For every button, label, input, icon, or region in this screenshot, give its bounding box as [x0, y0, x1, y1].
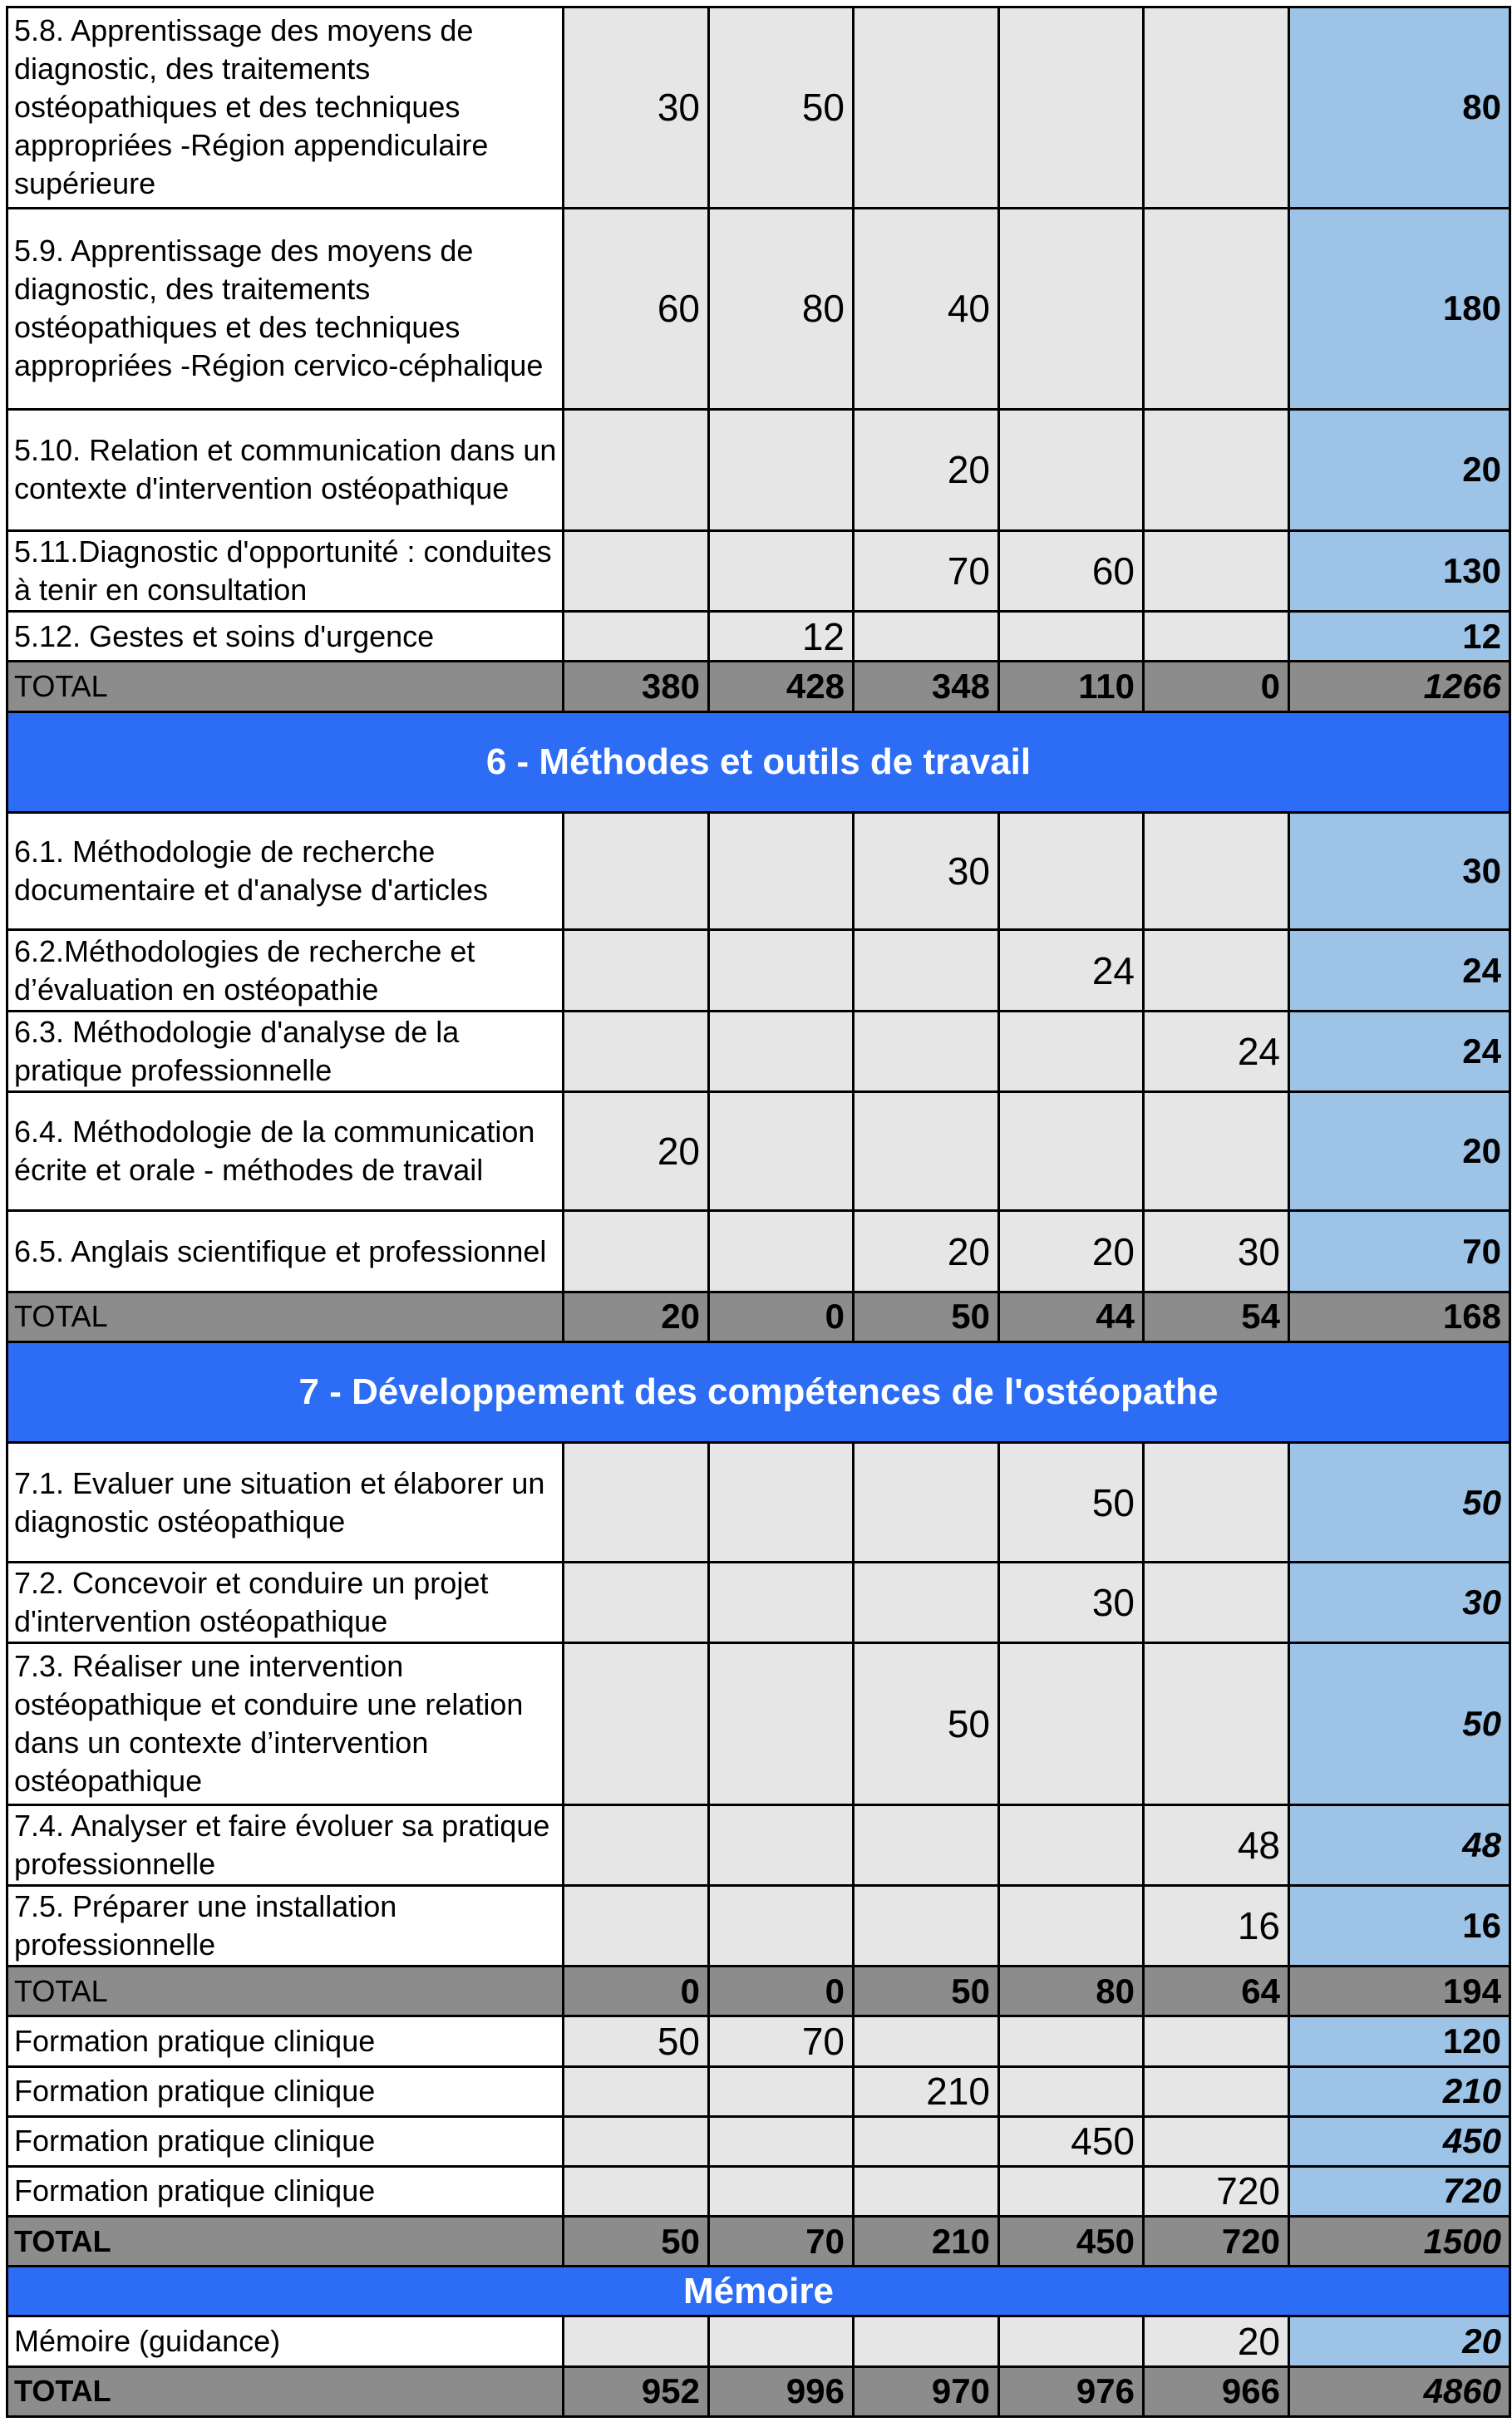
hours-cell: [854, 2116, 999, 2166]
row-label: 5.9. Apprentissage des moyens de diagnostic, des traitements ostéopathiques et des techniques appropriées -Région cervico-céphalique: [7, 208, 564, 409]
grand-row-total: 1500: [1289, 2217, 1510, 2267]
row-label: 5.12. Gestes et soins d'urgence: [7, 612, 564, 662]
row-total: 20: [1289, 2316, 1510, 2366]
total-cell: 50: [564, 2217, 709, 2267]
total-cell: 720: [1144, 2217, 1289, 2267]
row-total: 720: [1289, 2166, 1510, 2216]
row-label: 5.10. Relation et communication dans un contexte d'intervention ostéopathique: [7, 409, 564, 530]
hours-cell: [1144, 2116, 1289, 2166]
total-cell: 952: [564, 2366, 709, 2416]
total-cell: 996: [709, 2366, 854, 2416]
section-total-row: [7, 2217, 1510, 2267]
section-total-row: [7, 1292, 1510, 1341]
table-row: [7, 930, 1510, 1011]
row-label: 7.2. Concevoir et conduire un projet d'intervention ostéopathique: [7, 1562, 564, 1642]
hours-cell: [564, 812, 709, 929]
row-total: 24: [1289, 1011, 1510, 1091]
hours-cell: 60: [564, 208, 709, 409]
total-cell: 348: [854, 662, 999, 711]
hours-cell: [854, 7, 999, 209]
hours-cell: [1144, 1643, 1289, 1805]
hours-cell: 20: [854, 1211, 999, 1292]
row-label: 5.11.Diagnostic d'opportunité : conduites à tenir en consultation: [7, 530, 564, 611]
table-row: [7, 1562, 1510, 1642]
total-label: TOTAL: [7, 2366, 564, 2416]
table-row: [7, 2316, 1510, 2366]
row-label: 7.1. Evaluer une situation et élaborer un diagnostic ostéopathique: [7, 1443, 564, 1562]
hours-cell: [999, 1011, 1144, 1091]
table-row: [7, 2166, 1510, 2216]
total-cell: 210: [854, 2217, 999, 2267]
section-7-header: 7 - Développement des compétences de l'ostéopathe: [7, 1341, 1510, 1442]
table-row: [7, 1643, 1510, 1805]
hours-cell: [999, 7, 1144, 209]
hours-cell: 50: [854, 1643, 999, 1805]
row-label: Formation pratique clinique: [7, 2016, 564, 2066]
total-cell: 0: [1144, 662, 1289, 711]
hours-cell: 210: [854, 2066, 999, 2116]
hours-cell: [709, 1211, 854, 1292]
hours-cell: 16: [1144, 1885, 1289, 1966]
hours-cell: 20: [854, 409, 999, 530]
table-row: [7, 1211, 1510, 1292]
row-total: 180: [1289, 208, 1510, 409]
hours-cell: [564, 2166, 709, 2216]
hours-cell: 12: [709, 612, 854, 662]
grand-total-row: [7, 2366, 1510, 2416]
hours-cell: [1144, 409, 1289, 530]
table-row: [7, 7, 1510, 209]
hours-cell: 50: [709, 7, 854, 209]
curriculum-hours-table: [6, 6, 1511, 2418]
hours-cell: [709, 2116, 854, 2166]
hours-cell: 30: [999, 1562, 1144, 1642]
hours-cell: [999, 2066, 1144, 2116]
row-total: 70: [1289, 1211, 1510, 1292]
hours-cell: [709, 812, 854, 929]
row-total: 130: [1289, 530, 1510, 611]
hours-cell: [564, 1643, 709, 1805]
hours-cell: [709, 530, 854, 611]
row-total: 48: [1289, 1804, 1510, 1885]
section-header-row: [7, 711, 1510, 812]
row-label: Formation pratique clinique: [7, 2166, 564, 2216]
row-label: 6.2.Méthodologies de recherche et d’évaluation en ostéopathie: [7, 930, 564, 1011]
hours-cell: [854, 1885, 999, 1966]
hours-cell: [564, 1211, 709, 1292]
row-total: 210: [1289, 2066, 1510, 2116]
hours-cell: [709, 1885, 854, 1966]
total-label: TOTAL: [7, 1292, 564, 1341]
total-cell: 970: [854, 2366, 999, 2416]
hours-cell: [564, 409, 709, 530]
hours-cell: [709, 1092, 854, 1211]
table-row: [7, 1011, 1510, 1091]
hours-cell: [854, 2166, 999, 2216]
hours-cell: [1144, 1092, 1289, 1211]
total-cell: 44: [999, 1292, 1144, 1341]
grand-total-value: 4860: [1289, 2366, 1510, 2416]
hours-cell: [1144, 7, 1289, 209]
row-total: 24: [1289, 930, 1510, 1011]
row-total: 450: [1289, 2116, 1510, 2166]
hours-cell: [1144, 1562, 1289, 1642]
hours-cell: 20: [564, 1092, 709, 1211]
hours-cell: [564, 2316, 709, 2366]
hours-cell: [999, 1804, 1144, 1885]
table-row: [7, 612, 1510, 662]
hours-cell: [564, 530, 709, 611]
hours-cell: [999, 2016, 1144, 2066]
hours-cell: 24: [1144, 1011, 1289, 1091]
hours-cell: [564, 2066, 709, 2116]
hours-cell: [564, 1443, 709, 1562]
row-label: 7.4. Analyser et faire évoluer sa pratique professionnelle: [7, 1804, 564, 1885]
section-6-header: 6 - Méthodes et outils de travail: [7, 711, 1510, 812]
total-label: TOTAL: [7, 1967, 564, 2016]
hours-cell: 20: [1144, 2316, 1289, 2366]
hours-cell: [709, 1643, 854, 1805]
hours-cell: 30: [1144, 1211, 1289, 1292]
hours-cell: [709, 1443, 854, 1562]
row-label: Formation pratique clinique: [7, 2116, 564, 2166]
total-cell: 966: [1144, 2366, 1289, 2416]
grand-row-total: 194: [1289, 1967, 1510, 2016]
total-cell: 20: [564, 1292, 709, 1341]
total-cell: 70: [709, 2217, 854, 2267]
total-cell: 50: [854, 1292, 999, 1341]
row-total: 50: [1289, 1443, 1510, 1562]
hours-cell: [854, 1804, 999, 1885]
hours-cell: [999, 1885, 1144, 1966]
table-row: [7, 812, 1510, 929]
hours-cell: [1144, 2016, 1289, 2066]
hours-cell: 70: [854, 530, 999, 611]
total-cell: 428: [709, 662, 854, 711]
hours-cell: 30: [854, 812, 999, 929]
hours-cell: [1144, 2066, 1289, 2116]
hours-cell: [1144, 208, 1289, 409]
total-cell: 50: [854, 1967, 999, 2016]
hours-cell: 48: [1144, 1804, 1289, 1885]
hours-cell: [564, 1885, 709, 1966]
grand-row-total: 168: [1289, 1292, 1510, 1341]
section-total-row: [7, 662, 1510, 711]
hours-cell: [709, 2066, 854, 2116]
row-label: 6.3. Méthodologie d'analyse de la pratique professionnelle: [7, 1011, 564, 1091]
hours-cell: [999, 1643, 1144, 1805]
row-label: 7.3. Réaliser une intervention ostéopathique et conduire une relation dans un contexte d’intervention ostéopathique: [7, 1643, 564, 1805]
table-row: [7, 1092, 1510, 1211]
hours-cell: [1144, 612, 1289, 662]
row-total: 30: [1289, 812, 1510, 929]
total-cell: 0: [709, 1967, 854, 2016]
hours-cell: [709, 2166, 854, 2216]
table-row: [7, 1804, 1510, 1885]
total-cell: 54: [1144, 1292, 1289, 1341]
table-row: [7, 2016, 1510, 2066]
hours-cell: 720: [1144, 2166, 1289, 2216]
hours-cell: [854, 1562, 999, 1642]
row-label: 5.8. Apprentissage des moyens de diagnostic, des traitements ostéopathiques et des techniques appropriées -Région appendiculaire supérieure: [7, 7, 564, 209]
hours-cell: [709, 1011, 854, 1091]
table-row: [7, 530, 1510, 611]
row-label: 6.5. Anglais scientifique et professionnel: [7, 1211, 564, 1292]
hours-cell: [709, 930, 854, 1011]
hours-cell: 80: [709, 208, 854, 409]
hours-cell: [564, 2116, 709, 2166]
row-total: 50: [1289, 1643, 1510, 1805]
row-total: 12: [1289, 612, 1510, 662]
hours-cell: [854, 612, 999, 662]
hours-cell: [854, 1011, 999, 1091]
hours-cell: [564, 1011, 709, 1091]
hours-cell: 50: [564, 2016, 709, 2066]
table-row: [7, 409, 1510, 530]
hours-cell: [709, 1562, 854, 1642]
hours-cell: 24: [999, 930, 1144, 1011]
total-cell: 450: [999, 2217, 1144, 2267]
table-row: [7, 1443, 1510, 1562]
hours-cell: [1144, 812, 1289, 929]
hours-cell: [1144, 530, 1289, 611]
hours-cell: [999, 2316, 1144, 2366]
section-total-row: [7, 1967, 1510, 2016]
section-header-row: [7, 2267, 1510, 2316]
section-header-row: [7, 1341, 1510, 1442]
hours-cell: [854, 2316, 999, 2366]
row-label: 6.4. Méthodologie de la communication écrite et orale - méthodes de travail: [7, 1092, 564, 1211]
total-cell: 80: [999, 1967, 1144, 2016]
hours-cell: [999, 612, 1144, 662]
table-row: [7, 2116, 1510, 2166]
row-label: Mémoire (guidance): [7, 2316, 564, 2366]
row-total: 30: [1289, 1562, 1510, 1642]
hours-cell: [1144, 1443, 1289, 1562]
hours-cell: [999, 812, 1144, 929]
memoire-header: Mémoire: [7, 2267, 1510, 2316]
row-total: 80: [1289, 7, 1510, 209]
table-row: [7, 2066, 1510, 2116]
hours-cell: [999, 2166, 1144, 2216]
row-total: 20: [1289, 409, 1510, 530]
total-label: TOTAL: [7, 2217, 564, 2267]
hours-cell: [564, 1804, 709, 1885]
table-row: [7, 1885, 1510, 1966]
row-label: Formation pratique clinique: [7, 2066, 564, 2116]
row-total: 16: [1289, 1885, 1510, 1966]
hours-cell: 450: [999, 2116, 1144, 2166]
hours-cell: 60: [999, 530, 1144, 611]
total-cell: 110: [999, 662, 1144, 711]
hours-cell: [564, 930, 709, 1011]
total-label: TOTAL: [7, 662, 564, 711]
total-cell: 976: [999, 2366, 1144, 2416]
hours-cell: [999, 409, 1144, 530]
hours-cell: [709, 409, 854, 530]
row-label: 7.5. Préparer une installation professionnelle: [7, 1885, 564, 1966]
table-row: [7, 208, 1510, 409]
hours-cell: 30: [564, 7, 709, 209]
total-cell: 0: [709, 1292, 854, 1341]
total-cell: 0: [564, 1967, 709, 2016]
hours-cell: 20: [999, 1211, 1144, 1292]
row-total: 20: [1289, 1092, 1510, 1211]
row-total: 120: [1289, 2016, 1510, 2066]
hours-cell: 50: [999, 1443, 1144, 1562]
hours-cell: [564, 1562, 709, 1642]
total-cell: 64: [1144, 1967, 1289, 2016]
hours-cell: [854, 1092, 999, 1211]
hours-cell: [999, 1092, 1144, 1211]
hours-cell: [854, 2016, 999, 2066]
hours-cell: [564, 612, 709, 662]
total-cell: 380: [564, 662, 709, 711]
grand-row-total: 1266: [1289, 662, 1510, 711]
hours-cell: 40: [854, 208, 999, 409]
hours-cell: [1144, 930, 1289, 1011]
row-label: 6.1. Méthodologie de recherche documentaire et d'analyse d'articles: [7, 812, 564, 929]
hours-cell: [999, 208, 1144, 409]
hours-cell: [854, 1443, 999, 1562]
hours-cell: [854, 930, 999, 1011]
hours-cell: [709, 1804, 854, 1885]
hours-cell: [709, 2316, 854, 2366]
hours-cell: 70: [709, 2016, 854, 2066]
